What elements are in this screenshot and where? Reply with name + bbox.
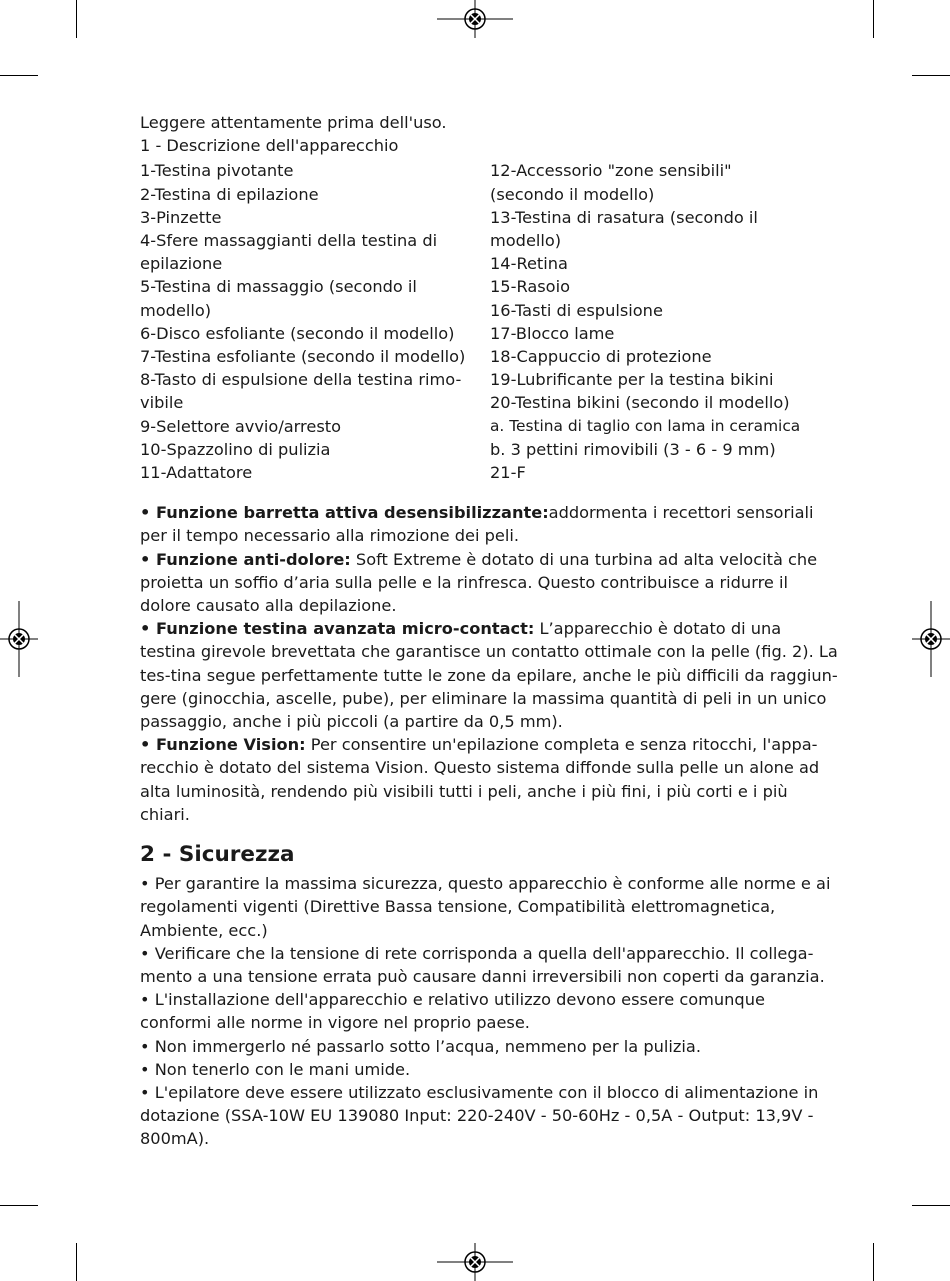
crop-mark-bottom-left-v [76, 1243, 77, 1281]
crop-mark-top-right-v [873, 0, 874, 38]
feature-paragraph [140, 548, 840, 618]
registration-mark-right-icon [912, 601, 950, 677]
section-heading-safety: 2 - Sicurezza [140, 842, 295, 868]
feature-paragraph [140, 733, 840, 826]
list-item: 2-Testina di epilazione [140, 184, 319, 204]
feature-paragraph [140, 617, 840, 733]
feature-title: • Funzione barretta attiva desensibilizzante: [140, 503, 549, 523]
parts-list [140, 159, 840, 484]
crop-mark-bottom-right-v [873, 1243, 874, 1281]
list-item: 4-Sfere massaggianti della testina di epilazione [140, 231, 438, 274]
crop-mark-top-left-v [76, 0, 77, 38]
section-heading-description: 1 - Descrizione dell'apparecchio [140, 136, 399, 156]
safety-item: • L'epilatore deve essere utilizzato esclusivamente con il blocco di alimentazione in dotazione (SSA-10W EU 139080 Input: 220-240V - 50-60Hz - 0,5A - Output: 13,9V - 800mA). [140, 1082, 819, 1149]
document-body [140, 111, 840, 1151]
registration-mark-left-icon [0, 601, 38, 677]
list-item: 20-Testina bikini (secondo il modello) [490, 393, 790, 413]
parts-list-left [140, 159, 490, 484]
list-item: 16-Tasti di espulsione [490, 300, 663, 320]
list-item: 18-Cappuccio di protezione [490, 347, 712, 367]
feature-title: • Funzione testina avanzata micro-contact: [140, 619, 535, 639]
crop-mark-bottom-left-h [0, 1205, 38, 1206]
list-item: 3-Pinzette [140, 207, 222, 227]
list-item: b. 3 pettini rimovibili (3 - 6 - 9 mm) [490, 439, 776, 459]
list-item: 10-Spazzolino di pulizia [140, 439, 331, 459]
list-item: 13-Testina di rasatura (secondo il modello) [490, 207, 758, 251]
safety-item: • Non immergerlo né passarlo sotto l’acqua, nemmeno per la pulizia. [140, 1036, 701, 1056]
safety-item: • Verificare che la tensione di rete corrisponda a quella dell'apparecchio. Il collega-mento a una tensione errata può causare danni irreversibili non coperti da garanzia. [140, 943, 825, 986]
list-item: 9-Selettore avvio/arresto [140, 416, 341, 436]
list-item: a. Testina di taglio con lama in ceramica [490, 416, 801, 435]
list-item: 14-Retina [490, 254, 568, 274]
list-item: 17-Blocco lame [490, 323, 615, 343]
list-item: 21-F [490, 463, 526, 483]
feature-title: • Funzione Vision: [140, 735, 306, 755]
list-item: 15-Rasoio [490, 277, 570, 297]
feature-text: L’apparecchio è dotato di una testina girevole brevettata che garantisce un contatto ottimale con la pelle (fig. 2). La tes-tina segue perfettamente tutte le zone da epilare, anche le più difficili da raggiun-gere (ginocchia, ascelle, pube), per eliminare la massima quantità di peli in un unico passaggio, anche i più piccoli (a partire da 0,5 mm). [140, 619, 838, 732]
feature-text: Soft Extreme è dotato di una turbina ad alta velocità che proietta un soffio d’aria sulla pelle e la rinfresca. Questo contribuisce a ridurre il dolore causato alla depilazione. [140, 549, 818, 616]
parts-list-right [490, 159, 840, 484]
crop-mark-bottom-right-h [912, 1205, 950, 1206]
safety-item: • Non tenerlo con le mani umide. [140, 1059, 411, 1079]
list-item: 11-Adattatore [140, 463, 253, 483]
list-item: 1-Testina pivotante [140, 161, 294, 181]
registration-mark-bottom-icon [437, 1243, 513, 1281]
feature-text: addormenta i recettori sensoriali per il tempo necessario alla rimozione dei peli. [140, 503, 814, 546]
feature-text: Per consentire un'epilazione completa e senza ritocchi, l'appa-recchio è dotato del sistema Vision. Questo sistema diffonde sulla pelle un alone ad alta luminosità, rendendo più visibili tutti i peli, anche i più fini, i più corti e i più chiari. [140, 735, 820, 824]
intro-line: Leggere attentamente prima dell'uso. [140, 113, 447, 132]
list-item: 19-Lubrificante per la testina bikini [490, 370, 774, 390]
list-item: 5-Testina di massaggio (secondo il modello) [140, 277, 417, 320]
intro [140, 111, 840, 157]
safety-list [140, 872, 840, 1150]
safety-item: • Per garantire la massima sicurezza, questo apparecchio è conforme alle norme e ai regolamenti vigenti (Direttive Bassa tensione, Compatibilità elettromagnetica, Ambiente, ecc.) [140, 874, 831, 940]
feature-title: • Funzione anti-dolore: [140, 549, 351, 569]
list-item: 12-Accessorio "zone sensibili" (secondo il modello) [490, 161, 732, 204]
safety-item: • L'installazione dell'apparecchio e relativo utilizzo devono essere comunque conformi alle norme in vigore nel proprio paese. [140, 990, 765, 1033]
features [140, 501, 840, 826]
list-item: 6-Disco esfoliante (secondo il modello) [140, 323, 455, 343]
crop-mark-top-right-h [912, 75, 950, 76]
list-item: 7-Testina esfoliante (secondo il modello) [140, 347, 466, 367]
feature-paragraph [140, 501, 840, 547]
crop-mark-top-left-h [0, 75, 38, 76]
list-item: 8-Tasto di espulsione della testina rimo-vibile [140, 370, 462, 413]
registration-mark-top-icon [437, 0, 513, 38]
